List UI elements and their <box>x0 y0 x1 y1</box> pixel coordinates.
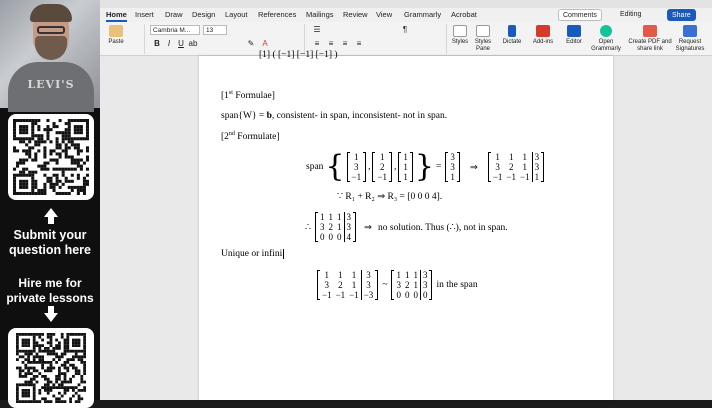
open-grammarly-button[interactable]: Open Grammarly <box>590 25 622 53</box>
word-window <box>100 0 712 400</box>
matrix-entry: 0 <box>404 290 410 300</box>
qr-code-submit-question[interactable] <box>8 114 94 200</box>
paste-button[interactable]: Paste <box>104 25 128 46</box>
matrix-entry: 3 <box>495 162 500 172</box>
matrix-entry: 4 <box>346 232 352 242</box>
tab-review[interactable]: Review <box>343 10 368 19</box>
matrix-entry: 1 <box>403 152 408 162</box>
matrix-entry: 1 <box>534 172 540 182</box>
heading-first-formulae: [1st Formulae] <box>221 90 275 101</box>
editor-pen-icon <box>567 25 581 37</box>
editing-mode-button[interactable]: Editing <box>620 11 642 18</box>
matrix-entry: 3 <box>396 280 401 290</box>
editor-button[interactable]: Editor <box>562 25 586 46</box>
matrix-entry: 1 <box>396 270 401 280</box>
matrix-entry: 3 <box>422 270 428 280</box>
augmented-matrix-2 <box>315 212 356 242</box>
matrix-entry: 1 <box>351 270 357 280</box>
matrix-entry: −1 <box>335 290 346 300</box>
italic-button[interactable]: I <box>167 39 171 48</box>
qr-code-icon <box>13 333 89 403</box>
bullets-button[interactable]: ☰ <box>313 25 321 34</box>
tab-insert[interactable]: Insert <box>135 10 154 19</box>
tab-layout[interactable]: Layout <box>225 10 248 19</box>
matrix-entry: 1 <box>403 172 408 182</box>
no-solution-line: ∴ 1 3 0 1 2 0 1 1 0 3 3 4 ⇒ no solution. Thus (∴), not in span. <box>305 212 508 242</box>
qr-code-private-lessons[interactable] <box>8 328 94 408</box>
signature-icon <box>683 25 697 37</box>
matrix-entry: −1 <box>349 290 359 300</box>
matrix-entry: −1 <box>506 172 516 182</box>
shirt-logo: LEVI'S <box>27 78 75 91</box>
matrix-entry: 1 <box>351 280 357 290</box>
vertical-scrollbar[interactable] <box>704 56 712 400</box>
matrix-entry: 1 <box>337 222 342 232</box>
matrix-entry: 2 <box>338 280 343 290</box>
matrix-entry: 0 <box>337 232 342 242</box>
augmented-matrix-1 <box>488 152 544 182</box>
matrix-entry: 1 <box>522 162 528 172</box>
span-equation: span { 1 3 −1 , 1 2 −1 , 1 1 1 } = 3 3 1 ⇒ 1 3 −1 1 2 −1 1 1 −1 3 3 1 <box>306 148 546 186</box>
matrix-entry: 0 <box>396 290 401 300</box>
request-signatures-button[interactable]: Request Signatures <box>672 25 708 53</box>
matrix-entry: 1 <box>320 212 325 222</box>
align-right-button[interactable]: ≡ <box>342 39 348 48</box>
matrix-entry: 1 <box>404 270 410 280</box>
styles-button[interactable]: Styles <box>450 25 470 46</box>
matrix-entry: 3 <box>366 270 371 280</box>
matrix-entry: 1 <box>403 162 408 172</box>
matrix-entry: 0 <box>422 290 428 300</box>
styles-pane-button[interactable]: Styles Pane <box>472 25 494 53</box>
vector-2 <box>372 152 392 182</box>
span-definition-line: span{W} = b, consistent- in span, inconsistent- not in span. <box>221 111 448 121</box>
row-operation-line: ∵ R₁ + R₂ ⇒ R₃ = [0 0 0 4]. <box>337 192 443 202</box>
title-bar <box>100 0 712 8</box>
addins-icon <box>536 25 550 37</box>
matrix-entry: 2 <box>404 280 410 290</box>
matrix-entry: 1 <box>495 152 500 162</box>
arrow-down-icon <box>44 313 58 322</box>
font-color-button[interactable]: A <box>262 39 268 48</box>
matrix-entry: 3 <box>320 222 325 232</box>
matrix-entry: 1 <box>328 212 334 222</box>
matrix-entry: 3 <box>450 152 455 162</box>
matrix-entry: 1 <box>338 270 343 280</box>
tab-acrobat[interactable]: Acrobat <box>451 10 477 19</box>
text-cursor <box>283 249 284 259</box>
in-span-line: 1 3 −1 1 2 −1 1 1 −1 3 3 −3 ~ 1 3 0 1 2 0 1 1 0 3 3 0 in the span <box>315 268 478 302</box>
matrix-entry: 3 <box>354 162 359 172</box>
matrix-entry: 0 <box>320 232 325 242</box>
unique-or-infinite-line: Unique or infini <box>221 249 283 260</box>
matrix-entry: 1 <box>450 172 455 182</box>
strikethrough-button[interactable]: ab <box>188 39 198 48</box>
matrix-entry: 3 <box>534 162 540 172</box>
matrix-entry: 1 <box>508 152 514 162</box>
matrix-entry: −1 <box>377 172 388 182</box>
ribbon-tabs <box>100 8 712 22</box>
matrix-entry: 0 <box>328 232 334 242</box>
matrix-entry: 2 <box>380 162 385 172</box>
matrix-entry: 1 <box>337 212 342 222</box>
matrix-entry: −1 <box>351 172 362 182</box>
matrix-entry: 3 <box>450 162 455 172</box>
previous-line-partial: [1] ( [−1] [−1] [−1] ) <box>259 50 338 60</box>
underline-button[interactable]: U <box>178 39 184 48</box>
qr-code-icon <box>13 119 89 195</box>
matrix-entry: 1 <box>354 152 359 162</box>
matrix-entry: 3 <box>324 280 330 290</box>
vector-3 <box>398 152 413 182</box>
ribbon-toolbar <box>100 22 712 56</box>
rhs-vector <box>445 152 460 182</box>
augmented-matrix-4 <box>391 270 432 300</box>
tutor-side-panel <box>0 0 100 400</box>
document-page[interactable] <box>199 50 613 400</box>
tab-design[interactable]: Design <box>192 10 216 19</box>
align-center-button[interactable]: ≡ <box>328 39 334 48</box>
styles-pane-icon <box>476 25 490 37</box>
matrix-entry: 3 <box>366 280 371 290</box>
tab-grammarly[interactable]: Grammarly <box>404 10 442 19</box>
matrix-entry: 3 <box>534 152 540 162</box>
pilcrow-icon[interactable]: ¶ <box>402 25 408 34</box>
tab-draw[interactable]: Draw <box>165 10 183 19</box>
create-pdf-button[interactable]: Create PDF and share link <box>628 25 672 53</box>
matrix-entry: −1 <box>322 290 332 300</box>
matrix-entry: −1 <box>492 172 503 182</box>
matrix-entry: 0 <box>413 290 418 300</box>
submit-question-text: Submit your question here <box>9 228 91 257</box>
tab-view[interactable]: View <box>376 10 393 19</box>
comments-button[interactable]: Comments <box>558 9 602 21</box>
hire-me-text: Hire me for private lessons <box>6 276 94 305</box>
grammarly-icon <box>600 25 612 37</box>
matrix-entry: 3 <box>346 222 352 232</box>
matrix-entry: −3 <box>363 290 374 300</box>
microphone-icon <box>508 25 516 37</box>
matrix-entry: 2 <box>328 222 334 232</box>
align-left-button[interactable]: ≡ <box>314 39 320 48</box>
matrix-entry: 3 <box>422 280 428 290</box>
matrix-entry: 1 <box>522 152 528 162</box>
pdf-icon <box>643 25 657 37</box>
tab-references[interactable]: References <box>258 10 297 19</box>
matrix-entry: −1 <box>520 172 530 182</box>
tab-mailings[interactable]: Mailings <box>306 10 334 19</box>
highlight-button[interactable]: ✎ <box>247 39 255 48</box>
matrix-entry: 2 <box>508 162 514 172</box>
matrix-entry: 3 <box>346 212 352 222</box>
clipboard-icon <box>109 25 123 37</box>
dictate-button[interactable]: Dictate <box>500 25 524 46</box>
tab-home[interactable]: Home <box>106 10 127 22</box>
addins-button[interactable]: Add-ins <box>530 25 556 46</box>
matrix-entry: 1 <box>413 280 418 290</box>
font-size-select[interactable]: 13 <box>203 25 227 35</box>
styles-icon <box>453 25 467 37</box>
vector-1 <box>347 152 367 182</box>
webcam-feed <box>0 0 100 108</box>
bold-button[interactable]: B <box>154 39 160 48</box>
matrix-entry: 1 <box>413 270 418 280</box>
heading-second-formulate: [2nd Formulate] <box>221 131 280 142</box>
augmented-matrix-3 <box>317 270 378 300</box>
font-name-select[interactable]: Cambria M... <box>150 25 200 35</box>
share-button[interactable]: Share <box>667 9 696 21</box>
matrix-entry: 1 <box>380 152 385 162</box>
justify-button[interactable]: ≡ <box>356 39 362 48</box>
matrix-entry: 1 <box>324 270 330 280</box>
